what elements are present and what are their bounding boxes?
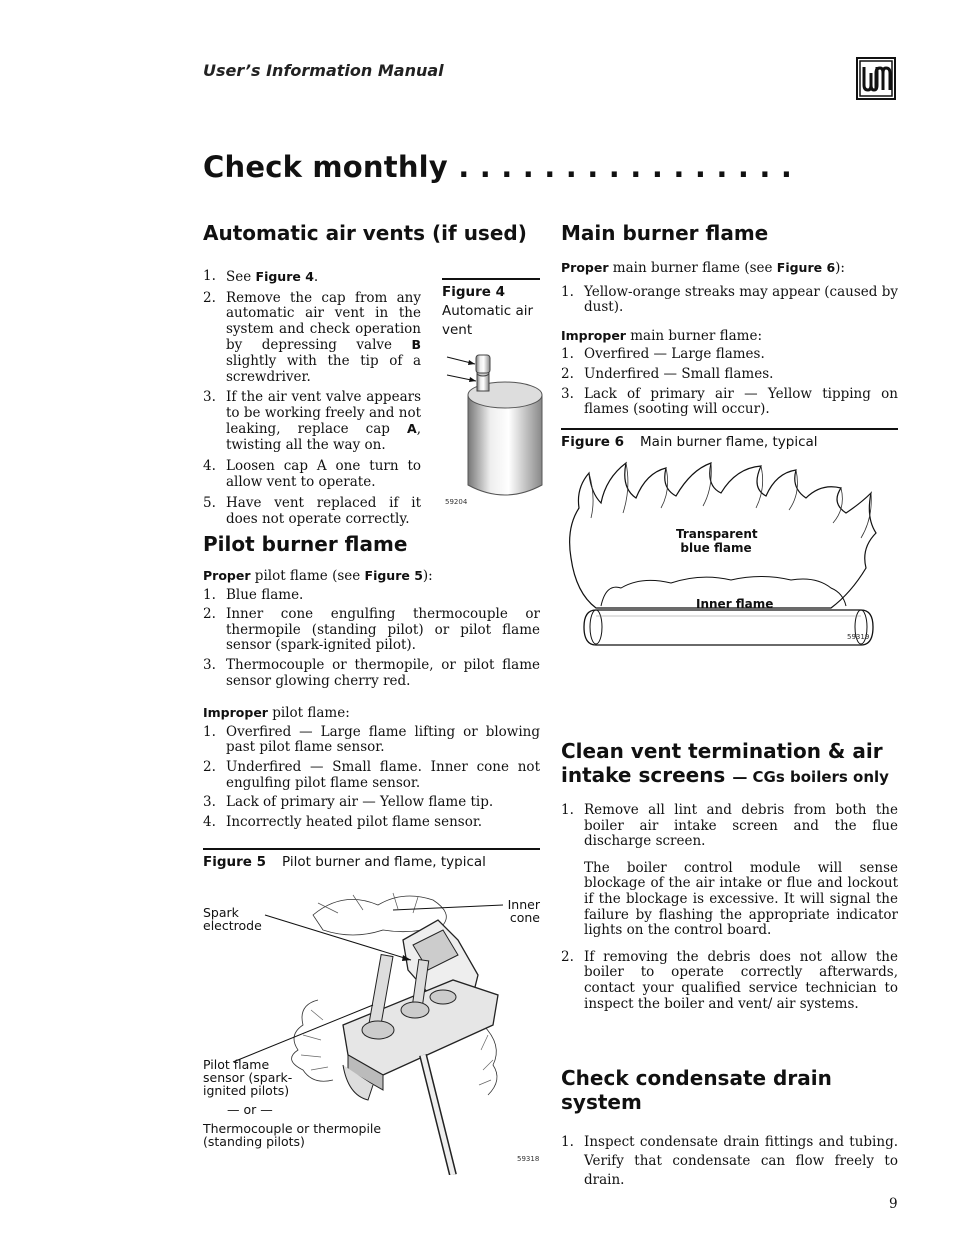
item-text: If the air vent valve appears to be working freely and not leaking, replace cap [226,389,421,438]
item-number: 1. [561,283,574,300]
pilot-section [203,568,540,834]
list-item [561,803,898,939]
list-item [203,725,540,756]
main-proper-post: ): [835,260,845,276]
list-item [561,347,898,363]
item-extra-paragraph: The boiler control module will sense blockage of the air intake or flue and lockout if the blockage is excessive. It will signal the failure by flashing the appropriate indicator lights on the control board. [584,859,898,939]
figure5-spark-label: Spark electrode [203,905,262,933]
item-number: 1. [561,346,574,363]
main-proper-ref: Figure 6 [776,260,836,275]
item-text: Inspect condensate drain fittings and tubing. Verify that condensate can flow freely to drain. [584,1134,898,1188]
figure4-rule [442,278,540,280]
pilot-improper-bold: Improper [203,705,268,721]
vents-list [203,269,421,533]
item-text-post: . [313,269,319,285]
clean-heading-text: Clean vent termination & air intake screens [561,739,883,787]
list-item [203,760,540,791]
pilot-improper-intro [203,705,540,722]
item-text: Lack of primary air — Yellow tipping on flames (sooting will occur). [584,385,898,418]
main-improper-intro [561,328,898,345]
item-text: Overfired — Large flames. [584,346,765,363]
list-item [203,496,421,528]
pilot-proper-post: ): [422,568,433,584]
item-text: Have vent replaced if it does not operate correctly. [226,494,421,528]
list-item [203,291,421,386]
list-item [203,459,421,491]
item-text: See [226,269,256,285]
item-number: 2. [203,758,216,775]
list-item [203,607,540,654]
figure4-caption [442,283,542,340]
item-number: 2. [203,606,216,623]
item-number: 3. [203,794,216,811]
pilot-improper-post: pilot flame: [267,705,350,722]
item-text: Incorrectly heated pilot flame sensor. [226,813,483,830]
item-number: 3. [203,656,216,673]
item-text: Underfired — Small flames. [584,365,774,382]
item-text: Inner cone engulfing thermocouple or thermopile (standing pilot) or pilot flame sensor (spark-ignited pilot). [226,606,540,654]
item-number: 1. [203,586,216,603]
clean-heading [561,739,898,789]
main-section [561,260,898,422]
item-text: Overfired — Large flame lifting or blowing past pilot flame sensor. [226,723,540,756]
list-item [561,285,898,316]
figure5-sensor-label: Pilot flame sensor (spark-ignited pilots) [203,1057,293,1098]
pilot-proper-bold: Proper [203,568,251,583]
figure4-text: Automatic air vent [442,303,534,338]
pilot-proper-pre: pilot flame (see [250,568,365,584]
item-number: 1. [561,802,574,818]
item-number: 5. [203,494,216,511]
list-item [561,387,898,418]
page-number: 9 [889,1196,898,1212]
clean-list [561,803,898,1023]
list-item [203,658,540,689]
item-text: Remove all lint and debris from both the boiler air intake screen and the flue discharge screen. [584,802,898,850]
figure5-label: Figure 5 [203,854,267,870]
item-number: 4. [203,457,216,474]
figure5-code: 59318 [517,1155,540,1163]
air-vent-illustration [442,345,547,505]
item-number: 3. [203,389,216,406]
figure6-inner-label: Inner flame [696,597,774,611]
item-number: 2. [203,289,216,306]
list-item [561,950,898,1012]
condensate-heading: Check condensate drain system [561,1066,832,1114]
list-item [203,815,540,831]
main-heading: Main burner flame [561,221,769,245]
item-number: 1. [203,268,216,284]
vents-heading: Automatic air vents (if used) [203,221,527,245]
list-item [561,367,898,383]
item-bold: Figure 4 [255,269,314,284]
clean-heading-sub: — CGs boilers only [732,768,889,786]
figure4-code: 59204 [445,498,468,506]
item-text: Thermocouple or thermopile, or pilot flame sensor glowing cherry red. [226,656,540,689]
pilot-proper-intro [203,568,540,585]
figure6-text: Main burner flame, typical [640,434,818,450]
pilot-heading: Pilot burner flame [203,532,408,556]
list-item [561,1133,898,1190]
list-item [203,795,540,811]
main-proper-intro [561,260,898,277]
figure5-inner-label: Inner cone [507,897,540,925]
main-improper-post: main burner flame: [625,327,763,344]
figure5-or-label: — or — [227,1102,273,1117]
figure5-rule [203,848,540,850]
list-item [203,588,540,604]
figure6-caption [561,433,818,452]
item-text: If removing the debris does not allow the boiler to operate correctly afterwards, contact your qualified service technician to inspect the boiler and vent/ air systems. [584,948,898,1012]
item-text: Remove the cap from any automatic air vent in the system and check operation by depressing valve [226,289,421,354]
brand-logo [856,57,896,100]
figure5-thermo-label: Thermocouple or thermopile (standing pilots) [203,1121,382,1149]
item-text: Blue flame. [226,586,304,603]
condensate-list [561,1133,898,1194]
pilot-proper-ref: Figure 5 [364,568,423,583]
figure6-code: 59319 [847,633,870,641]
item-bold: A [407,421,417,437]
main-proper-pre: main burner flame (see [608,260,777,276]
main-proper-bold: Proper [561,260,609,275]
figure5-caption [203,853,486,872]
figure4-label: Figure 4 [442,284,506,300]
item-text-post: slightly with the tip of a screwdriver. [226,352,421,385]
figure6-transparent-label: Transparent blue flame [676,527,758,555]
item-number: 2. [561,365,574,382]
item-text: Lack of primary air — Yellow flame tip. [226,794,494,811]
item-bold: B [411,337,421,353]
figure6-label: Figure 6 [561,434,625,450]
list-item [203,269,421,286]
item-number: 1. [203,723,216,740]
page-title: Check monthly . . . . . . . . . . . . . . . . [203,150,793,184]
item-number: 3. [561,385,574,402]
manual-title: User’s Information Manual [203,61,444,80]
item-number: 4. [203,813,216,830]
item-text-post: , twisting all the way on. [226,421,421,453]
item-number: 1. [561,1134,574,1150]
item-text: Yellow-orange streaks may appear (caused by dust). [584,283,898,316]
main-improper-bold: Improper [561,327,626,343]
item-text: Loosen cap A one turn to allow vent to operate. [226,457,421,491]
figure5-text: Pilot burner and flame, typical [282,854,486,870]
figure6-rule [561,428,898,430]
main-burner-illustration [561,458,898,653]
list-item [203,390,421,453]
item-text: Underfired — Small flame. Inner cone not engulfing pilot flame sensor. [226,758,540,791]
item-number: 2. [561,948,574,965]
